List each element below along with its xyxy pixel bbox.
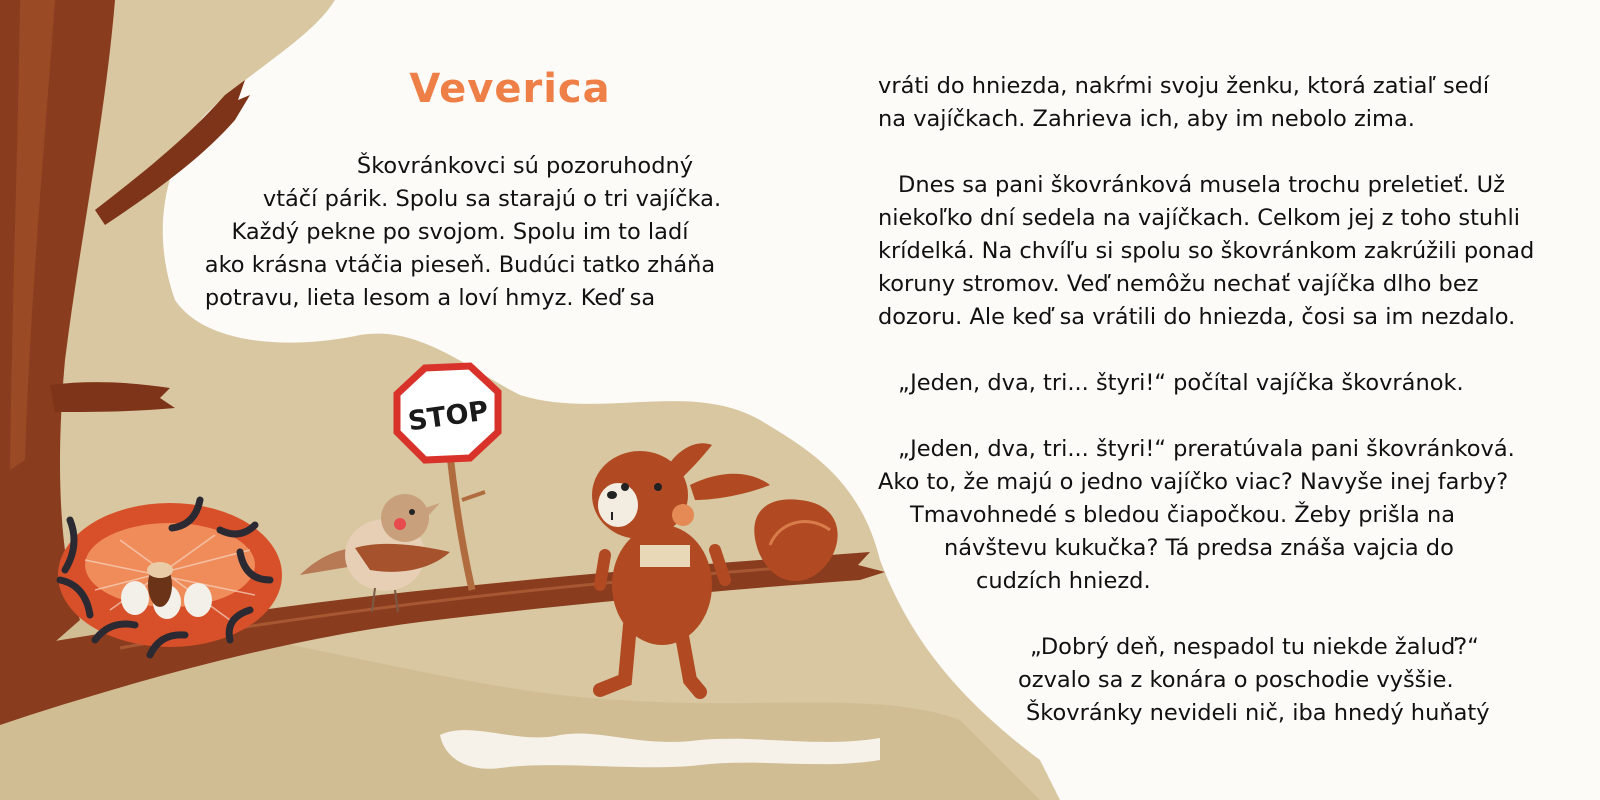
text-line: Škovránkovci sú pozoruhodný <box>356 153 694 179</box>
text-line: Tmavohnedé s bledou čiapočkou. Žeby prišla na <box>910 502 1456 528</box>
text-line: potravu, lieta lesom a loví hmyz. Keď sa <box>204 285 656 311</box>
paragraph <box>878 631 1578 730</box>
stub-branch <box>50 382 175 412</box>
right-column-text <box>878 70 1578 730</box>
text-line: „Jeden, dva, tri... štyri!“ počítal vajíčka škovránok. <box>898 370 1464 396</box>
text-line: Každý pekne po svojom. Spolu im to ladí <box>231 219 689 245</box>
text-line: vráti do hniezda, nakŕmi svoju ženku, ktorá zatiaľ sedí <box>878 73 1490 99</box>
text-line: ozvalo sa z konára o poschodie vyššie. <box>1018 667 1454 693</box>
text-line: cudzích hniezd. <box>976 568 1151 594</box>
stop-sign-label: STOP <box>406 395 491 438</box>
text-line: „Jeden, dva, tri... štyri!“ preratúvala pani škovránková. <box>898 436 1515 462</box>
paragraph <box>878 367 1578 400</box>
text-line: Ako to, že majú o jedno vajíčko viac? Navyše inej farby? <box>878 469 1509 495</box>
text-line: návštevu kukučka? Tá predsa znáša vajcia do <box>944 535 1454 561</box>
text-line: vtáčí párik. Spolu sa starajú o tri vajíčka. <box>262 186 722 212</box>
paragraph <box>878 70 1578 136</box>
text-line: krídelká. Na chvíľu si spolu so škovránkom zakrúžili ponad <box>878 238 1535 264</box>
paragraph <box>878 169 1578 334</box>
text-line: Dnes sa pani škovránková musela trochu preletieť. Už <box>898 172 1505 198</box>
text-line: ako krásna vtáčia pieseň. Budúci tatko zháňa <box>204 252 716 278</box>
text-line: koruny stromov. Veď nemôžu nechať vajíčka dlho bez <box>878 271 1479 297</box>
text-line: Škovránky nevideli nič, iba hnedý huňatý <box>1026 700 1490 726</box>
text-line: „Dobrý deň, nespadol tu niekde žaluď?“ <box>1030 634 1479 660</box>
text-line: na vajíčkach. Zahrieva ich, aby im nebolo zima. <box>878 106 1415 132</box>
text-line: niekoľko dní sedela na vajíčkach. Celkom jej z toho stuhli <box>878 205 1520 231</box>
story-title: Veverica <box>409 66 611 112</box>
left-column-text <box>150 150 770 315</box>
paragraph <box>878 433 1578 598</box>
text-line: dozoru. Ale keď sa vrátili do hniezda, čosi sa im nezdalo. <box>878 304 1516 330</box>
